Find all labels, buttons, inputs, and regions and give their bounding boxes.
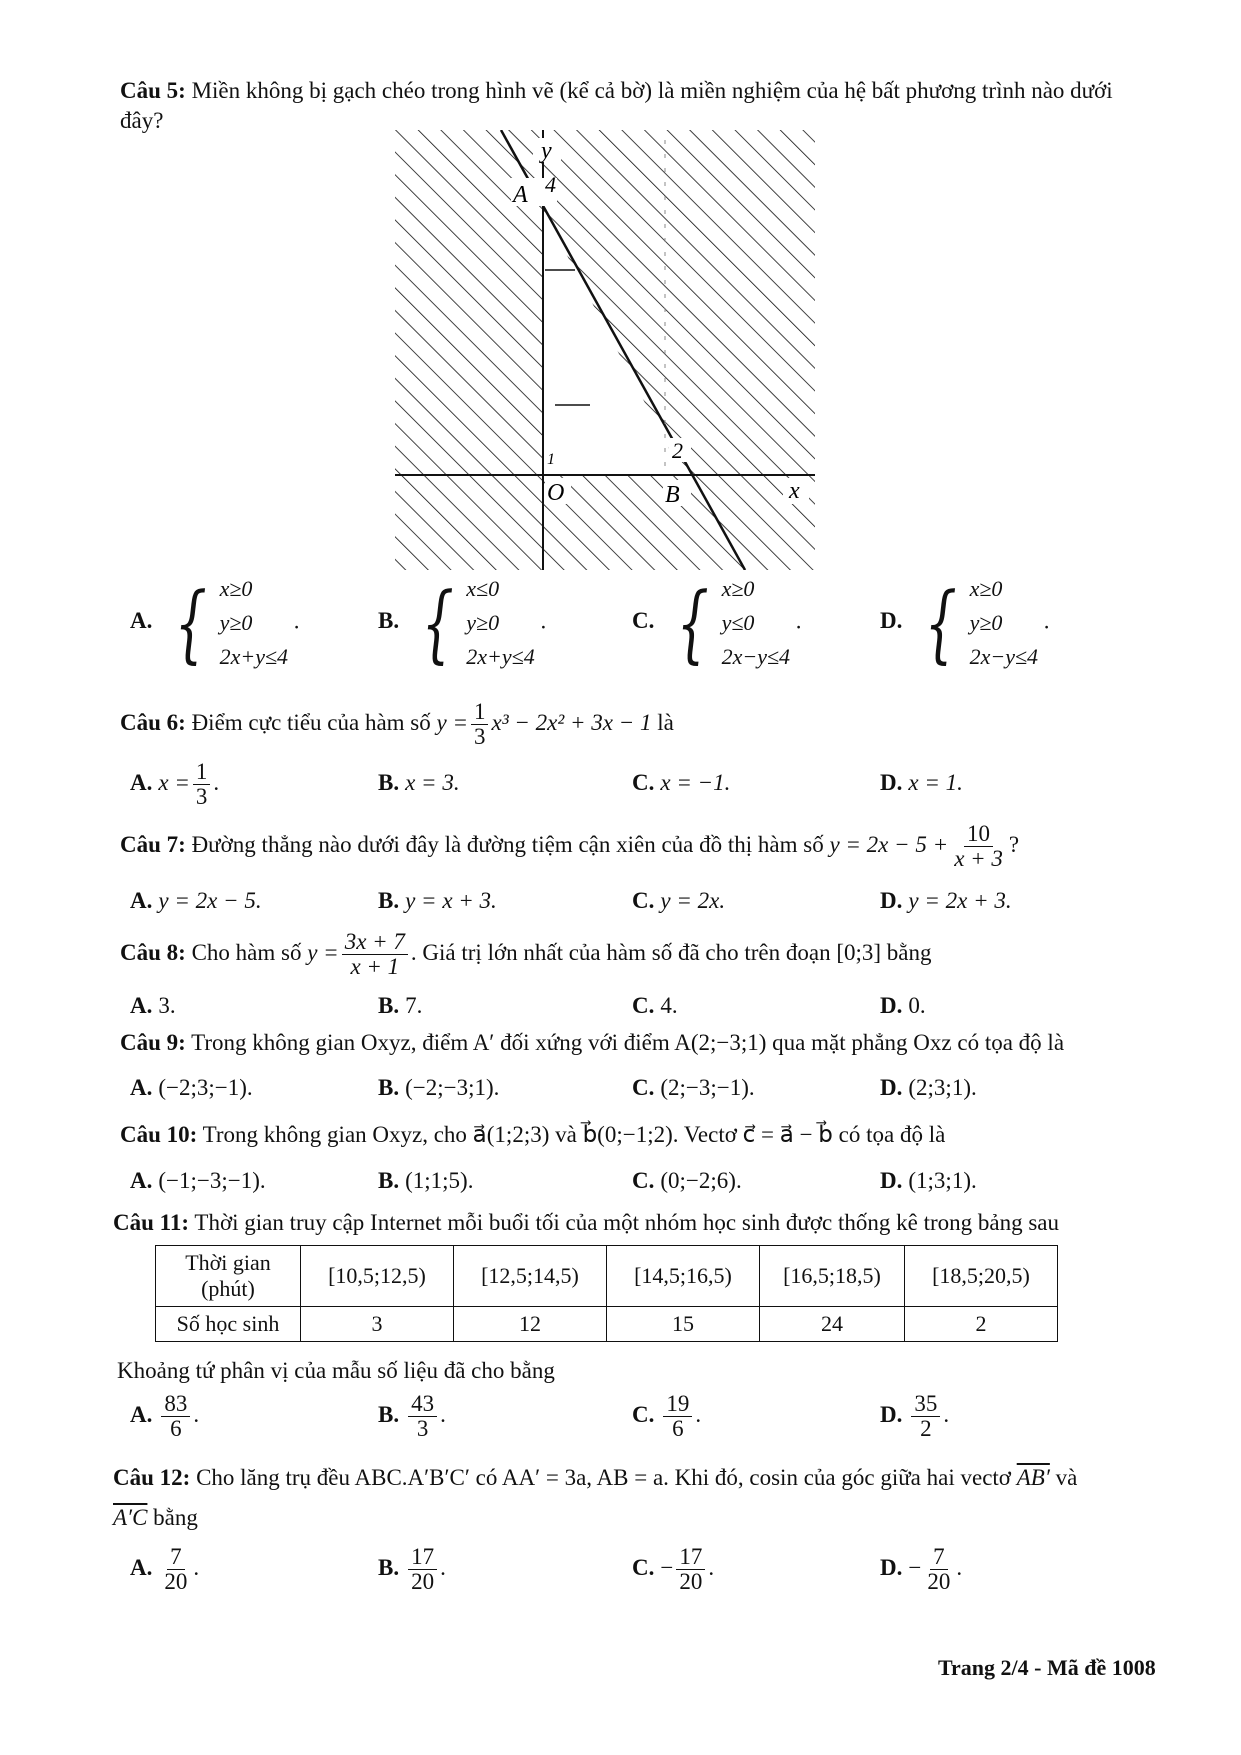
q6-option-d[interactable]: D. x = 1. <box>880 770 963 795</box>
q10-stem <box>120 1122 945 1148</box>
brace-icon: { <box>421 574 454 672</box>
q5-option-a[interactable]: A. { x≥0 y≥0 2x+y≤4 . <box>130 574 300 672</box>
table-header-cell: Số học sinh <box>156 1307 301 1342</box>
q12-vector-2: A′C <box>113 1505 148 1530</box>
q8-option-b[interactable]: B. 7. <box>378 993 423 1018</box>
q8-stem: Câu 8: Cho hàm số y = $\frac{3x + 7}{x + 1}$ . Giá trị lớn nhất của hàm số đã cho trên đoạn [0;3] bằng <box>120 929 932 980</box>
q8-interval: [0;3] <box>836 939 882 965</box>
q7-option-d[interactable]: D. y = 2x + 3. <box>880 888 1012 913</box>
ineq-row: y≥0 <box>466 610 500 635</box>
q7-func: y = 2x − 5 + <box>829 831 949 857</box>
ineq-row: x≤0 <box>466 576 500 601</box>
q6-option-a[interactable]: A. x = $\frac{1}{3}$ . <box>130 759 220 810</box>
tick-1-label: 1 <box>547 451 555 468</box>
q9-text: Trong không gian Oxyz, điểm A′ đối xứng với điểm A(2;−3;1) qua mặt phẳng Oxz có tọa độ là <box>191 1030 1065 1055</box>
table-row <box>156 1307 1058 1342</box>
q8-text: Cho hàm số <box>191 939 302 965</box>
ineq-row: y≥0 <box>219 610 253 635</box>
q6-fraction: $\frac{1}{3}$ <box>471 700 489 749</box>
brace-icon: { <box>174 574 207 672</box>
option-key: A. <box>130 608 153 634</box>
q11-text: Thời gian truy cập Internet mỗi buổi tối của một nhóm học sinh được thống kê trong bảng sau <box>194 1210 1060 1235</box>
ineq-row: x≥0 <box>969 576 1003 601</box>
q10-label: Câu 10: <box>120 1122 198 1147</box>
q12-stem-line2: A′C bằng <box>113 1505 198 1530</box>
ineq-row: 2x+y≤4 <box>466 644 535 669</box>
q8-option-c[interactable]: C. 4. <box>632 993 678 1018</box>
y-axis-label: y <box>541 138 552 164</box>
q9-option-a[interactable]: A. (−2;3;−1). <box>130 1075 253 1100</box>
q7-text: Đường thẳng nào dưới đây là đường tiệm cận xiên của đồ thị hàm số <box>191 831 824 857</box>
q6-func-rest: x³ − 2x² + 3x − 1 <box>491 709 652 735</box>
table-header-cell: Thời gian (phút) <box>156 1246 301 1307</box>
table-cell: [10,5;12,5) <box>301 1246 454 1307</box>
q12-vector-1: AB′ <box>1016 1465 1050 1490</box>
q11-table <box>155 1245 1058 1342</box>
x-axis-label: x <box>789 478 800 504</box>
ineq-row: y≤0 <box>721 610 755 635</box>
origin-label: O <box>547 480 565 506</box>
q11-stem <box>113 1210 1059 1236</box>
ineq-row: 2x−y≤4 <box>721 644 791 669</box>
ineq-row: x≥0 <box>219 576 253 601</box>
q11-question: Khoảng tứ phân vị của mẫu số liệu đã cho bằng <box>117 1358 555 1383</box>
q5-option-d[interactable]: D. { x≥0 y≥0 2x−y≤4 . <box>880 574 1050 672</box>
q12-label: Câu 12: <box>113 1465 191 1490</box>
point-a-label: A <box>513 182 528 208</box>
point-b-label: B <box>665 482 680 508</box>
q10-option-c[interactable]: C. (0;−2;6). <box>632 1168 742 1193</box>
ineq-row: x≥0 <box>721 576 755 601</box>
q12-option-d[interactable]: D. − $\frac{7}{20}$ . <box>880 1544 963 1595</box>
q5-label: Câu 5: <box>120 78 186 103</box>
q8-fraction: $\frac{3x + 7}{x + 1}$ <box>342 930 408 979</box>
option-key: D. <box>880 608 903 634</box>
q12-stem: Câu 12: Cho lăng trụ đều ABC.A′B′C′ có AA′ = 3a, AB = a. Khi đó, cosin của góc giữa hai vectơ AB′ và <box>113 1465 1078 1490</box>
table-cell: [16,5;18,5) <box>760 1246 905 1307</box>
q9-stem <box>120 1030 1064 1056</box>
q7-stem: Câu 7: Đường thẳng nào dưới đây là đường tiệm cận xiên của đồ thị hàm số y = 2x − 5 + $\frac{10}{x + 3}$ ? <box>120 821 1020 872</box>
ineq-row: 2x+y≤4 <box>219 644 289 669</box>
table-cell: [14,5;16,5) <box>607 1246 760 1307</box>
table-cell: 2 <box>905 1307 1058 1342</box>
q7-option-a[interactable]: A. y = 2x − 5. <box>130 888 262 913</box>
table-cell: 3 <box>301 1307 454 1342</box>
q7-label: Câu 7: <box>120 831 186 857</box>
q11-option-d[interactable]: D. $\frac{35}{2}$ . <box>880 1391 950 1442</box>
q9-option-c[interactable]: C. (2;−3;−1). <box>632 1075 755 1100</box>
q6-stem <box>120 700 674 749</box>
table-cell: [12,5;14,5) <box>454 1246 607 1307</box>
q5-text-line1 <box>120 78 1113 104</box>
q12-option-c[interactable]: C. − $\frac{17}{20}$ . <box>632 1544 715 1595</box>
q5-text-line2: đây? <box>120 108 164 133</box>
q11-option-b[interactable]: B. $\frac{43}{3}$ . <box>378 1391 446 1442</box>
q12-option-a[interactable]: A. $\frac{7}{20}$ . <box>130 1544 200 1595</box>
q5-option-c[interactable]: C. { x≥0 y≤0 2x−y≤4 . <box>632 574 802 672</box>
q9-option-b[interactable]: B. (−2;−3;1). <box>378 1075 500 1100</box>
q10-option-b[interactable]: B. (1;1;5). <box>378 1168 474 1193</box>
tick-4-label: 4 <box>545 172 556 197</box>
q5-option-b[interactable]: B. { x≤0 y≥0 2x+y≤4 . <box>378 574 547 672</box>
q8-option-d[interactable]: D. 0. <box>880 993 926 1018</box>
q11-label: Câu 11: <box>113 1210 190 1235</box>
table-cell: [18,5;20,5) <box>905 1246 1058 1307</box>
brace-icon: { <box>676 574 709 672</box>
q9-label: Câu 9: <box>120 1030 186 1055</box>
option-key: B. <box>378 608 400 634</box>
q6-func-lhs: y = <box>436 709 468 735</box>
brace-icon: { <box>924 574 957 672</box>
ineq-row: y≥0 <box>969 610 1003 635</box>
q12-text: Cho lăng trụ đều ABC.A′B′C′ có AA′ = 3a, AB = a. Khi đó, cosin của góc giữa hai vectơ <box>196 1465 1011 1490</box>
q10-text: Trong không gian Oxyz, cho a⃗(1;2;3) và b⃗(0;−1;2). Vectơ c⃗ = a⃗ − b⃗ có tọa độ là <box>202 1122 946 1147</box>
q6-option-c[interactable]: C. x = −1. <box>632 770 731 795</box>
table-row <box>156 1246 1058 1307</box>
q8-label: Câu 8: <box>120 939 186 965</box>
q12-option-b[interactable]: B. $\frac{17}{20}$ . <box>378 1544 446 1595</box>
q10-option-a[interactable]: A. (−1;−3;−1). <box>130 1168 266 1193</box>
tick-2-label: 2 <box>672 438 683 463</box>
q7-fraction: $\frac{10}{x + 3}$ <box>954 821 1003 872</box>
q7-option-c[interactable]: C. y = 2x. <box>632 888 726 913</box>
q11-option-c[interactable]: C. $\frac{19}{6}$ . <box>632 1391 702 1442</box>
q8-option-a[interactable]: A. 3. <box>130 993 176 1018</box>
q5-text: Miền không bị gạch chéo trong hình vẽ (kể cả bờ) là miền nghiệm của hệ bất phương trình nào dưới <box>191 78 1113 103</box>
q6-text: Điểm cực tiểu của hàm số <box>191 709 431 735</box>
table-cell: 15 <box>607 1307 760 1342</box>
q6-suffix: là <box>657 709 674 735</box>
table-cell: 24 <box>760 1307 905 1342</box>
q6-label: Câu 6: <box>120 709 186 735</box>
q6-option-b[interactable]: B. x = 3. <box>378 770 460 795</box>
table-cell: 12 <box>454 1307 607 1342</box>
q5-figure <box>395 130 815 570</box>
page-footer: Trang 2/4 - Mã đề 1008 <box>938 1655 1156 1680</box>
q11-option-a[interactable]: A. $\frac{83}{6}$ . <box>130 1391 200 1442</box>
q7-option-b[interactable]: B. y = x + 3. <box>378 888 497 913</box>
q10-option-d[interactable]: D. (1;3;1). <box>880 1168 977 1193</box>
q9-option-d[interactable]: D. (2;3;1). <box>880 1075 977 1100</box>
ineq-row: 2x−y≤4 <box>969 644 1039 669</box>
option-key: C. <box>632 608 655 634</box>
